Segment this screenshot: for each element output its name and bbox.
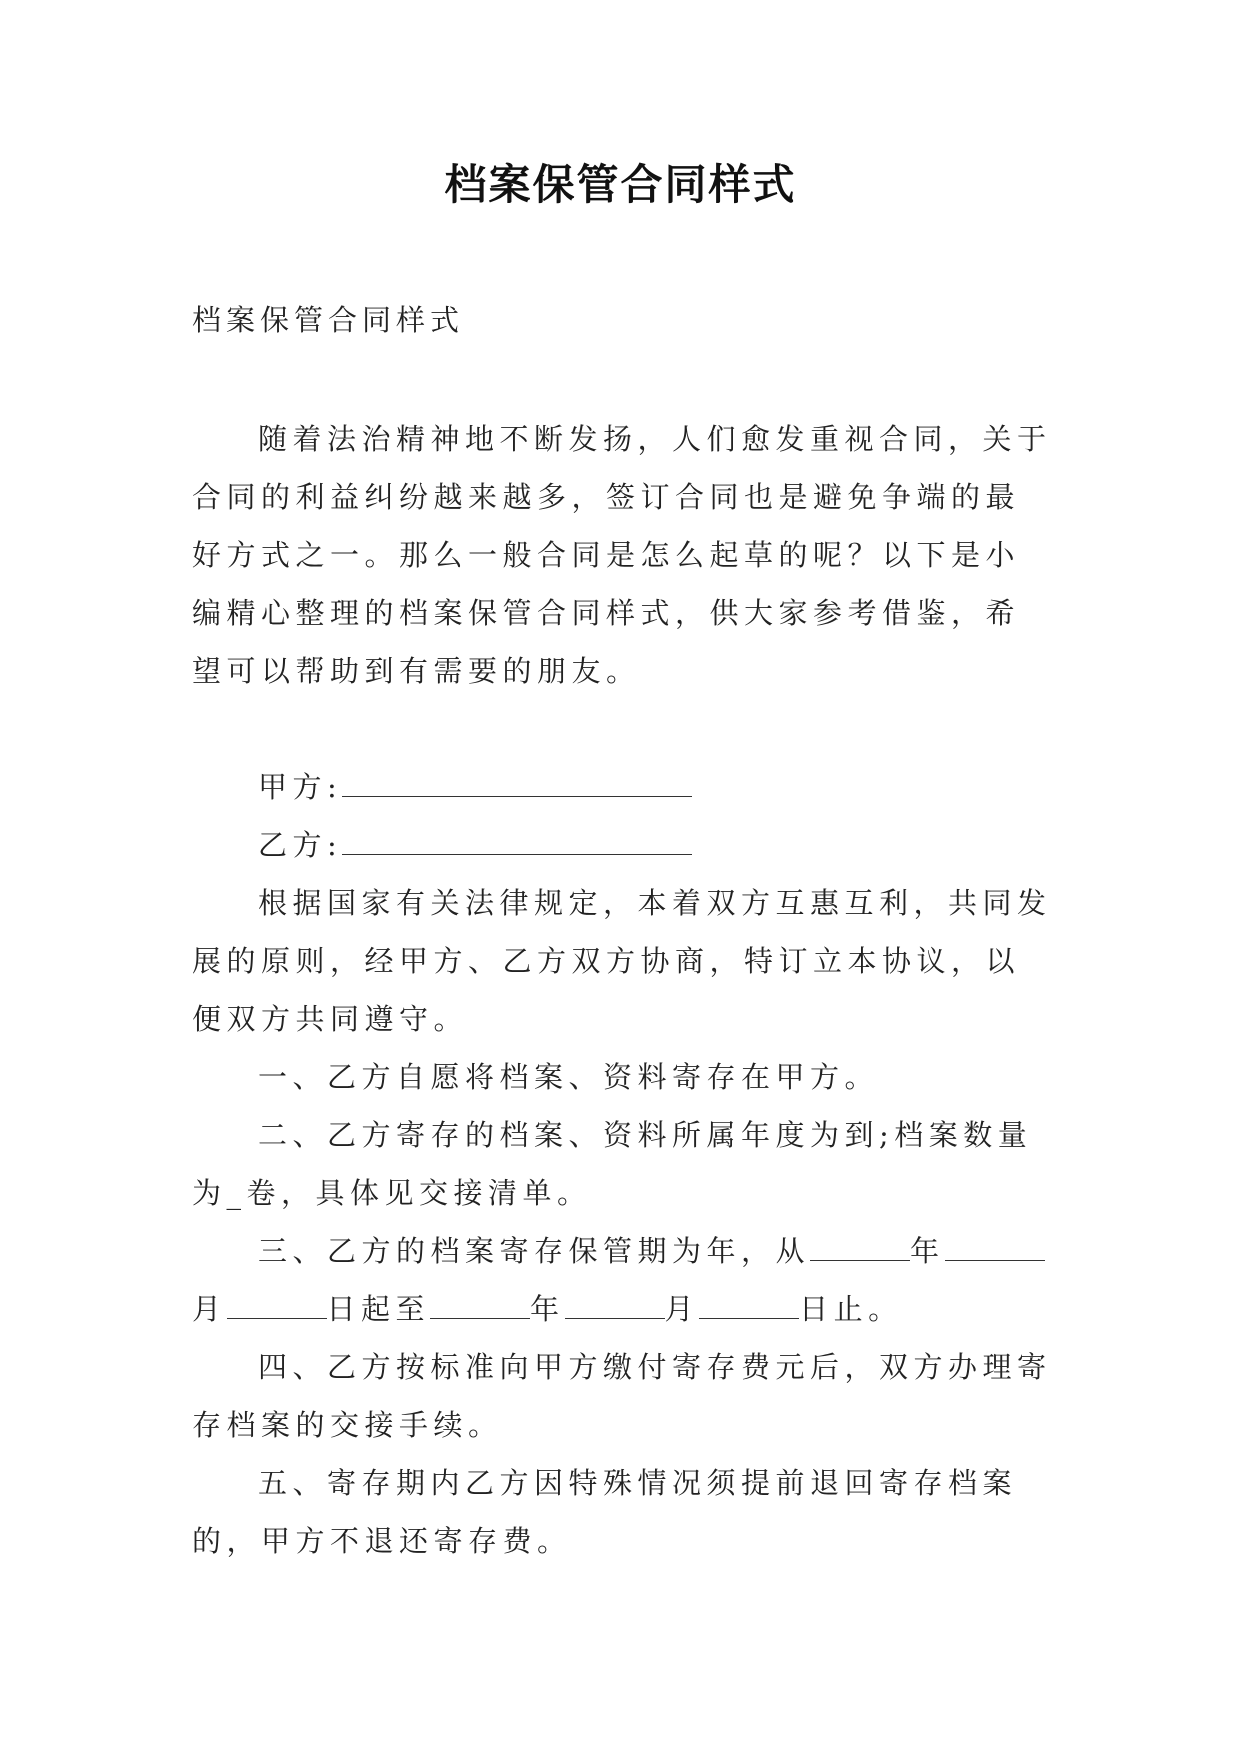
clause-2: 二、乙方寄存的档案、资料所属年度为到;档案数量为_卷，具体见交接清单。	[192, 1118, 1033, 1210]
month-from-blank	[945, 1226, 1045, 1261]
party-a-line	[192, 758, 1052, 816]
clause-3-day-from: 日起至	[326, 1292, 431, 1326]
clause-3-year-2: 年	[530, 1292, 565, 1326]
basis-paragraph: 根据国家有关法律规定，本着双方互惠互利，共同发展的原则，经甲方、乙方双方协商，特订立本协议，以便双方共同遵守。	[192, 886, 1052, 1036]
year-from-blank	[810, 1226, 910, 1261]
clause-4: 四、乙方按标准向甲方缴付寄存费元后，双方办理寄存档案的交接手续。	[192, 1350, 1052, 1442]
party-b-line	[192, 816, 1052, 874]
clause-3-month-2: 月	[664, 1292, 700, 1326]
party-b-label: 乙方:	[258, 828, 343, 862]
paragraph-gap	[192, 700, 1052, 758]
party-b-blank	[342, 820, 692, 855]
year-to-blank	[430, 1284, 530, 1319]
clause-3-prefix: 三、乙方的档案寄存保管期为年，从	[258, 1234, 811, 1268]
clause-1: 一、乙方自愿将档案、资料寄存在甲方。	[258, 1060, 880, 1094]
document-subtitle: 档案保管合同样式	[192, 303, 465, 337]
month-to-blank	[565, 1284, 665, 1319]
document-body	[192, 410, 1052, 1570]
day-to-blank	[699, 1284, 799, 1319]
intro-paragraph: 随着法治精神地不断发扬，人们愈发重视合同，关于合同的利益纠纷越来越多，签订合同也是避免争端的最好方式之一。那么一般合同是怎么起草的呢？以下是小编精心整理的档案保管合同样式，供大家参考借鉴，希望可以帮助到有需要的朋友。	[192, 422, 1052, 688]
party-a-blank	[342, 762, 692, 797]
clause-3-year-1: 年	[910, 1234, 945, 1268]
clause-5: 五、寄存期内乙方因特殊情况须提前退回寄存档案的，甲方不退还寄存费。	[192, 1466, 1018, 1558]
party-a-label: 甲方:	[258, 770, 343, 804]
day-from-blank	[227, 1284, 327, 1319]
clause-3-month-1: 月	[192, 1292, 227, 1326]
document-title: 档案保管合同样式	[444, 160, 797, 209]
clause-3	[192, 1222, 1052, 1338]
clause-3-day-to: 日止。	[799, 1292, 903, 1326]
